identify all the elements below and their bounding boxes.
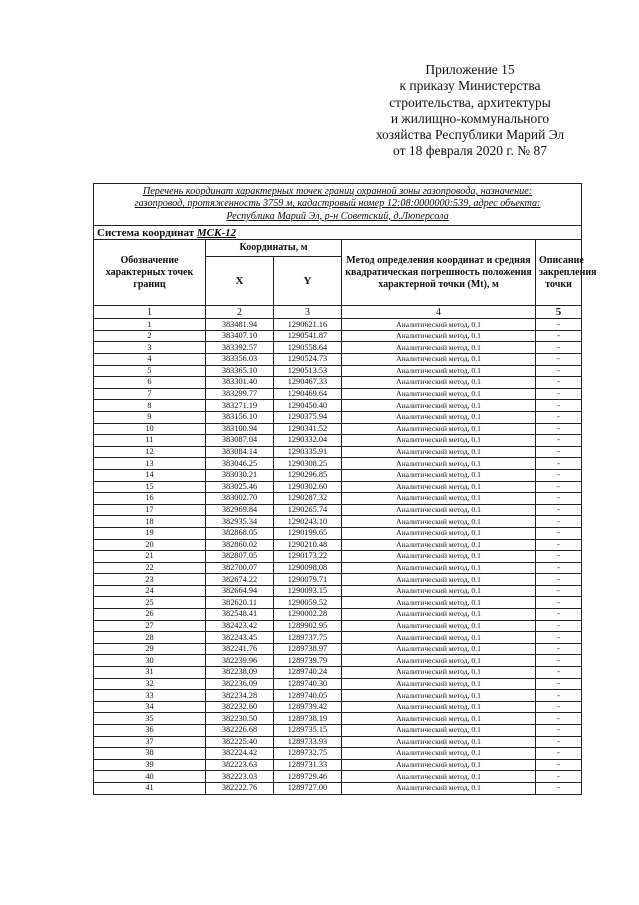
y-coordinate-cell: 1290450.40 — [274, 400, 342, 412]
x-coordinate-cell: 382225.40 — [206, 736, 274, 748]
y-coordinate-cell: 1289732.75 — [274, 748, 342, 760]
y-coordinate-cell: 1290469.64 — [274, 388, 342, 400]
method-cell: Аналитический метод, 0.1 — [342, 574, 536, 586]
point-number-cell: 27 — [94, 620, 206, 632]
point-number-cell: 20 — [94, 539, 206, 551]
point-number-cell: 14 — [94, 469, 206, 481]
description-cell: - — [536, 527, 582, 539]
point-number-cell: 11 — [94, 435, 206, 447]
method-cell: Аналитический метод, 0.1 — [342, 713, 536, 725]
x-coordinate-cell: 382222.76 — [206, 782, 274, 794]
x-coordinate-cell: 383087.04 — [206, 435, 274, 447]
description-cell: - — [536, 690, 582, 702]
y-coordinate-cell: 1290210.48 — [274, 539, 342, 551]
description-cell: - — [536, 365, 582, 377]
coordinate-system-label: Система координат — [97, 226, 195, 239]
header-point: Обозначение характерных точек границ — [94, 240, 206, 306]
description-cell: - — [536, 562, 582, 574]
method-cell: Аналитический метод, 0.1 — [342, 481, 536, 493]
method-cell: Аналитический метод, 0.1 — [342, 330, 536, 342]
method-cell: Аналитический метод, 0.1 — [342, 527, 536, 539]
method-cell: Аналитический метод, 0.1 — [342, 667, 536, 679]
description-cell: - — [536, 759, 582, 771]
table-row — [94, 551, 582, 563]
point-number-cell: 6 — [94, 377, 206, 389]
header-line: и жилищно-коммунального — [390, 110, 550, 126]
description-cell: - — [536, 574, 582, 586]
y-coordinate-cell: 1289739.42 — [274, 701, 342, 713]
x-coordinate-cell: 383392.57 — [206, 342, 274, 354]
point-number-cell: 41 — [94, 782, 206, 794]
table-row — [94, 759, 582, 771]
table-row — [94, 655, 582, 667]
description-cell: - — [536, 632, 582, 644]
y-coordinate-cell: 1290332.04 — [274, 435, 342, 447]
point-number-cell: 7 — [94, 388, 206, 400]
method-cell: Аналитический метод, 0.1 — [342, 458, 536, 470]
x-coordinate-cell: 383356.03 — [206, 354, 274, 366]
point-number-cell: 4 — [94, 354, 206, 366]
description-cell: - — [536, 504, 582, 516]
table-row — [94, 771, 582, 783]
table-row — [94, 481, 582, 493]
table-row — [94, 782, 582, 794]
method-cell: Аналитический метод, 0.1 — [342, 643, 536, 655]
point-number-cell: 2 — [94, 330, 206, 342]
table-row — [94, 620, 582, 632]
coordinate-system-row — [94, 226, 582, 240]
method-cell: Аналитический метод, 0.1 — [342, 365, 536, 377]
x-coordinate-cell: 382234.28 — [206, 690, 274, 702]
point-number-cell: 31 — [94, 667, 206, 679]
table-row — [94, 493, 582, 505]
description-cell: - — [536, 771, 582, 783]
column-number: 2 — [206, 306, 274, 319]
point-number-cell: 30 — [94, 655, 206, 667]
method-cell: Аналитический метод, 0.1 — [342, 400, 536, 412]
table-row — [94, 446, 582, 458]
method-cell: Аналитический метод, 0.1 — [342, 782, 536, 794]
y-coordinate-cell: 1290302.60 — [274, 481, 342, 493]
column-number: 4 — [342, 306, 536, 319]
x-coordinate-cell: 382548.41 — [206, 609, 274, 621]
header-line: к приказу Министерства — [399, 78, 541, 94]
table-row — [94, 562, 582, 574]
header-line: от 18 февраля 2020 г. № 87 — [393, 143, 547, 159]
table-row — [94, 527, 582, 539]
point-number-cell: 17 — [94, 504, 206, 516]
method-cell: Аналитический метод, 0.1 — [342, 585, 536, 597]
point-number-cell: 10 — [94, 423, 206, 435]
point-number-cell: 26 — [94, 609, 206, 621]
method-cell: Аналитический метод, 0.1 — [342, 620, 536, 632]
column-number: 3 — [274, 306, 342, 319]
y-coordinate-cell: 1289740.05 — [274, 690, 342, 702]
point-number-cell: 9 — [94, 411, 206, 423]
method-cell: Аналитический метод, 0.1 — [342, 539, 536, 551]
description-cell: - — [536, 342, 582, 354]
x-coordinate-cell: 382935.34 — [206, 516, 274, 528]
table-row — [94, 725, 582, 737]
point-number-cell: 39 — [94, 759, 206, 771]
y-coordinate-cell: 1290098.08 — [274, 562, 342, 574]
table-row — [94, 400, 582, 412]
method-cell: Аналитический метод, 0.1 — [342, 446, 536, 458]
method-cell: Аналитический метод, 0.1 — [342, 493, 536, 505]
coordinate-system-value: МСК-12 — [196, 226, 237, 239]
point-number-cell: 21 — [94, 551, 206, 563]
method-cell: Аналитический метод, 0.1 — [342, 504, 536, 516]
header-coordinates: Координаты, м — [206, 240, 342, 257]
y-coordinate-cell: 1290059.52 — [274, 597, 342, 609]
description-cell: - — [536, 667, 582, 679]
point-number-cell: 3 — [94, 342, 206, 354]
table-row — [94, 609, 582, 621]
y-coordinate-cell: 1289738.97 — [274, 643, 342, 655]
x-coordinate-cell: 382226.68 — [206, 725, 274, 737]
x-coordinate-cell: 383365.10 — [206, 365, 274, 377]
table-row — [94, 330, 582, 342]
table-row — [94, 736, 582, 748]
y-coordinate-cell: 1289740.30 — [274, 678, 342, 690]
point-number-cell: 15 — [94, 481, 206, 493]
table-row — [94, 713, 582, 725]
method-cell: Аналитический метод, 0.1 — [342, 562, 536, 574]
point-number-cell: 29 — [94, 643, 206, 655]
table-row — [94, 678, 582, 690]
method-cell: Аналитический метод, 0.1 — [342, 597, 536, 609]
header-line: Приложение 15 — [425, 62, 515, 77]
table-row — [94, 585, 582, 597]
coordinates-table — [93, 183, 597, 795]
x-coordinate-cell: 382223.03 — [206, 771, 274, 783]
method-cell: Аналитический метод, 0.1 — [342, 551, 536, 563]
table-row — [94, 597, 582, 609]
method-cell: Аналитический метод, 0.1 — [342, 435, 536, 447]
document-header — [360, 62, 580, 160]
table-row — [94, 377, 582, 389]
description-cell: - — [536, 736, 582, 748]
point-number-cell: 35 — [94, 713, 206, 725]
x-coordinate-cell: 383407.10 — [206, 330, 274, 342]
x-coordinate-cell: 382868.05 — [206, 527, 274, 539]
y-coordinate-cell: 1289729.46 — [274, 771, 342, 783]
description-cell: - — [536, 481, 582, 493]
x-coordinate-cell: 382620.11 — [206, 597, 274, 609]
x-coordinate-cell: 382223.63 — [206, 759, 274, 771]
method-cell: Аналитический метод, 0.1 — [342, 342, 536, 354]
x-coordinate-cell: 382238.09 — [206, 667, 274, 679]
x-coordinate-cell: 383100.94 — [206, 423, 274, 435]
y-coordinate-cell: 1289727.00 — [274, 782, 342, 794]
y-coordinate-cell: 1290513.53 — [274, 365, 342, 377]
x-coordinate-cell: 383084.14 — [206, 446, 274, 458]
method-cell: Аналитический метод, 0.1 — [342, 690, 536, 702]
x-coordinate-cell: 382674.22 — [206, 574, 274, 586]
description-cell: - — [536, 585, 582, 597]
y-coordinate-cell: 1290265.74 — [274, 504, 342, 516]
description-cell: - — [536, 411, 582, 423]
point-number-cell: 40 — [94, 771, 206, 783]
description-cell: - — [536, 620, 582, 632]
table-title-line: газопровод, протяженность 3759 м, кадастровый номер 12:08:0000000:539, адрес объекта: — [134, 198, 541, 210]
x-coordinate-cell: 383271.19 — [206, 400, 274, 412]
point-number-cell: 16 — [94, 493, 206, 505]
table-row — [94, 435, 582, 447]
description-cell: - — [536, 748, 582, 760]
point-number-cell: 32 — [94, 678, 206, 690]
method-cell: Аналитический метод, 0.1 — [342, 354, 536, 366]
table-row — [94, 319, 582, 331]
table-row — [94, 411, 582, 423]
header-description: Описание закрепления точки — [536, 240, 582, 306]
table-row — [94, 423, 582, 435]
y-coordinate-cell: 1290173.22 — [274, 551, 342, 563]
point-number-cell: 24 — [94, 585, 206, 597]
y-coordinate-cell: 1290558.64 — [274, 342, 342, 354]
description-cell: - — [536, 701, 582, 713]
x-coordinate-cell: 383156.10 — [206, 411, 274, 423]
description-cell: - — [536, 725, 582, 737]
point-number-cell: 8 — [94, 400, 206, 412]
description-cell: - — [536, 319, 582, 331]
description-cell: - — [536, 400, 582, 412]
x-coordinate-cell: 382807.05 — [206, 551, 274, 563]
table-row — [94, 458, 582, 470]
header-y: Y — [274, 257, 342, 306]
description-cell: - — [536, 330, 582, 342]
y-coordinate-cell: 1289738.19 — [274, 713, 342, 725]
y-coordinate-cell: 1289740.24 — [274, 667, 342, 679]
x-coordinate-cell: 382230.50 — [206, 713, 274, 725]
point-number-cell: 28 — [94, 632, 206, 644]
table-row — [94, 748, 582, 760]
description-cell: - — [536, 423, 582, 435]
method-cell: Аналитический метод, 0.1 — [342, 469, 536, 481]
y-coordinate-cell: 1289731.33 — [274, 759, 342, 771]
table-title-line: Республика Марий Эл, р-н Советский, д.Люперсола — [226, 210, 449, 222]
x-coordinate-cell: 382969.84 — [206, 504, 274, 516]
y-coordinate-cell: 1289902.95 — [274, 620, 342, 632]
table-row — [94, 632, 582, 644]
table-row — [94, 643, 582, 655]
y-coordinate-cell: 1290308.25 — [274, 458, 342, 470]
point-number-cell: 37 — [94, 736, 206, 748]
table-row — [94, 469, 582, 481]
method-cell: Аналитический метод, 0.1 — [342, 759, 536, 771]
y-coordinate-cell: 1290467.33 — [274, 377, 342, 389]
point-number-cell: 13 — [94, 458, 206, 470]
column-number: 1 — [94, 306, 206, 319]
description-cell: - — [536, 782, 582, 794]
description-cell: - — [536, 551, 582, 563]
description-cell: - — [536, 446, 582, 458]
table-row — [94, 690, 582, 702]
x-coordinate-cell: 382860.02 — [206, 539, 274, 551]
x-coordinate-cell: 382243.45 — [206, 632, 274, 644]
table-row — [94, 342, 582, 354]
point-number-cell: 38 — [94, 748, 206, 760]
y-coordinate-cell: 1290375.94 — [274, 411, 342, 423]
x-coordinate-cell: 383002.70 — [206, 493, 274, 505]
point-number-cell: 36 — [94, 725, 206, 737]
table-row — [94, 365, 582, 377]
table-title-line: Перечень координат характерных точек границ охранной зоны газопровода, назначение: — [142, 186, 533, 197]
method-cell: Аналитический метод, 0.1 — [342, 655, 536, 667]
method-cell: Аналитический метод, 0.1 — [342, 377, 536, 389]
method-cell: Аналитический метод, 0.1 — [342, 725, 536, 737]
y-coordinate-cell: 1290341.52 — [274, 423, 342, 435]
point-number-cell: 22 — [94, 562, 206, 574]
x-coordinate-cell: 382232.60 — [206, 701, 274, 713]
table-row — [94, 516, 582, 528]
header-line: строительства, архитектуры — [389, 94, 551, 110]
y-coordinate-cell: 1290296.85 — [274, 469, 342, 481]
table-row — [94, 574, 582, 586]
point-number-cell: 1 — [94, 319, 206, 331]
x-coordinate-cell: 383301.40 — [206, 377, 274, 389]
y-coordinate-cell: 1290621.16 — [274, 319, 342, 331]
y-coordinate-cell: 1289737.75 — [274, 632, 342, 644]
description-cell: - — [536, 597, 582, 609]
description-cell: - — [536, 469, 582, 481]
x-coordinate-cell: 383046.25 — [206, 458, 274, 470]
method-cell: Аналитический метод, 0.1 — [342, 701, 536, 713]
y-coordinate-cell: 1290079.71 — [274, 574, 342, 586]
x-coordinate-cell: 382700.07 — [206, 562, 274, 574]
method-cell: Аналитический метод, 0.1 — [342, 632, 536, 644]
y-coordinate-cell: 1289735.15 — [274, 725, 342, 737]
point-number-cell: 18 — [94, 516, 206, 528]
x-coordinate-cell: 382224.42 — [206, 748, 274, 760]
point-number-cell: 34 — [94, 701, 206, 713]
description-cell: - — [536, 655, 582, 667]
point-number-cell: 33 — [94, 690, 206, 702]
x-coordinate-cell: 382239.96 — [206, 655, 274, 667]
method-cell: Аналитический метод, 0.1 — [342, 609, 536, 621]
x-coordinate-cell: 382423.42 — [206, 620, 274, 632]
table-row — [94, 504, 582, 516]
point-number-cell: 12 — [94, 446, 206, 458]
x-coordinate-cell: 383025.46 — [206, 481, 274, 493]
description-cell: - — [536, 713, 582, 725]
method-cell: Аналитический метод, 0.1 — [342, 736, 536, 748]
y-coordinate-cell: 1290243.10 — [274, 516, 342, 528]
column-number-row — [94, 306, 582, 319]
table-row — [94, 539, 582, 551]
x-coordinate-cell: 382241.76 — [206, 643, 274, 655]
y-coordinate-cell: 1290524.73 — [274, 354, 342, 366]
description-cell: - — [536, 458, 582, 470]
table-row — [94, 667, 582, 679]
method-cell: Аналитический метод, 0.1 — [342, 678, 536, 690]
point-number-cell: 19 — [94, 527, 206, 539]
table-row — [94, 388, 582, 400]
header-method: Метод определения координат и средняя квадратическая погрешность положения характерной точки (Mt), м — [342, 240, 536, 306]
description-cell: - — [536, 354, 582, 366]
description-cell: - — [536, 678, 582, 690]
description-cell: - — [536, 609, 582, 621]
y-coordinate-cell: 1290335.91 — [274, 446, 342, 458]
y-coordinate-cell: 1290002.28 — [274, 609, 342, 621]
point-number-cell: 23 — [94, 574, 206, 586]
y-coordinate-cell: 1289739.79 — [274, 655, 342, 667]
x-coordinate-cell: 383030.21 — [206, 469, 274, 481]
header-x: X — [206, 257, 274, 306]
x-coordinate-cell: 383481.94 — [206, 319, 274, 331]
table-title — [94, 184, 582, 226]
y-coordinate-cell: 1290199.65 — [274, 527, 342, 539]
table-row — [94, 354, 582, 366]
y-coordinate-cell: 1289733.93 — [274, 736, 342, 748]
point-number-cell: 25 — [94, 597, 206, 609]
point-number-cell: 5 — [94, 365, 206, 377]
x-coordinate-cell: 382236.09 — [206, 678, 274, 690]
description-cell: - — [536, 493, 582, 505]
method-cell: Аналитический метод, 0.1 — [342, 411, 536, 423]
x-coordinate-cell: 382664.94 — [206, 585, 274, 597]
method-cell: Аналитический метод, 0.1 — [342, 423, 536, 435]
method-cell: Аналитический метод, 0.1 — [342, 771, 536, 783]
x-coordinate-cell: 383299.77 — [206, 388, 274, 400]
description-cell: - — [536, 643, 582, 655]
description-cell: - — [536, 516, 582, 528]
header-line: хозяйства Республики Марий Эл — [375, 127, 565, 143]
method-cell: Аналитический метод, 0.1 — [342, 319, 536, 331]
description-cell: - — [536, 377, 582, 389]
method-cell: Аналитический метод, 0.1 — [342, 748, 536, 760]
y-coordinate-cell: 1290287.32 — [274, 493, 342, 505]
description-cell: - — [536, 435, 582, 447]
method-cell: Аналитический метод, 0.1 — [342, 516, 536, 528]
column-number: 5 — [536, 306, 582, 319]
description-cell: - — [536, 388, 582, 400]
description-cell: - — [536, 539, 582, 551]
y-coordinate-cell: 1290541.87 — [274, 330, 342, 342]
method-cell: Аналитический метод, 0.1 — [342, 388, 536, 400]
table-row — [94, 701, 582, 713]
y-coordinate-cell: 1290093.15 — [274, 585, 342, 597]
